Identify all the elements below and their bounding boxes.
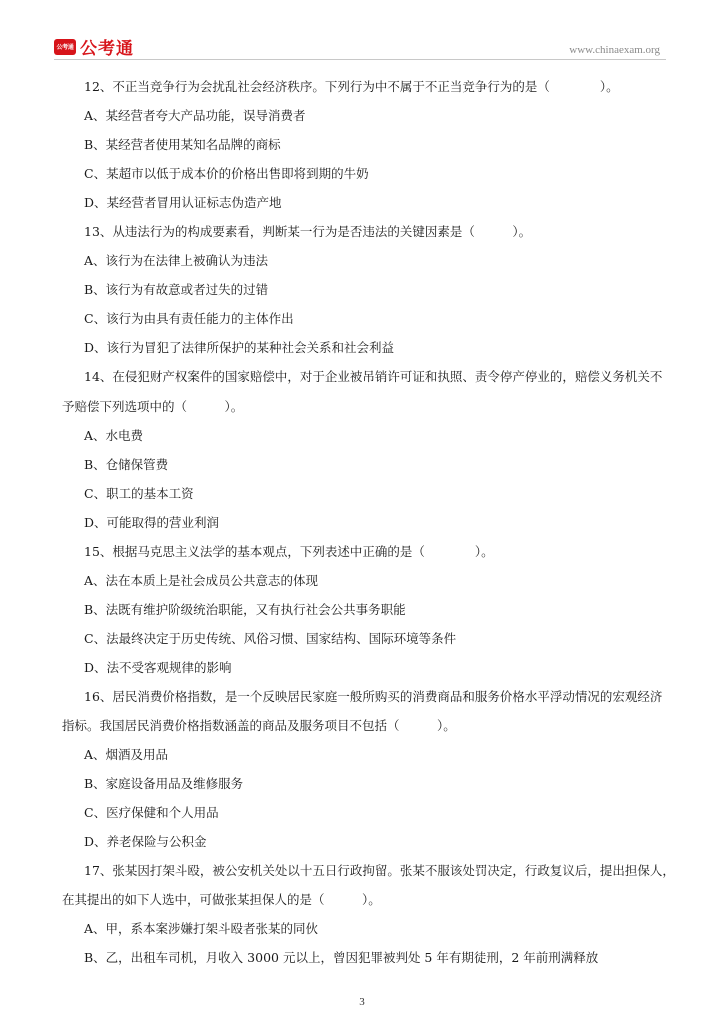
question-12-option-b: B、某经营者使用某知名品牌的商标 [84,137,281,153]
question-16-option-b: B、家庭设备用品及维修服务 [84,776,244,792]
question-13-option-a: A、该行为在法律上被确认为违法 [84,253,269,269]
logo-badge: 公考通 [54,39,76,55]
question-16-stem: 16、居民消费价格指数，是一个反映居民家庭一般所购买的消费商品和服务价格水平浮动情况的宏观经济 [84,688,663,704]
question-15-option-c: C、法最终决定于历史传统、风俗习惯、国家结构、国际环境等条件 [84,630,457,646]
logo [54,34,134,59]
logo-text: 公考通 [80,39,134,59]
question-13-option-d: D、该行为冒犯了法律所保护的某种社会关系和社会利益 [84,340,395,356]
question-14-option-b: B、仓储保管费 [84,456,169,472]
question-15-stem: 15、根据马克思主义法学的基本观点，下列表述中正确的是（ ）。 [84,543,494,559]
question-12-stem: 12、不正当竞争行为会扰乱社会经济秩序。下列行为中不属于不正当竞争行为的是（ ）。 [84,79,619,94]
question-15-option-d: D、法不受客观规律的影响 [84,659,232,675]
question-14-option-d: D、可能取得的营业利润 [84,514,220,530]
question-16-stem-continued: 指标。我国居民消费价格指数涵盖的商品及服务项目不包括（ ）。 [62,718,456,734]
question-15-option-a: A、法在本质上是社会成员公共意志的体现 [84,572,319,588]
question-14-option-c: C、职工的基本工资 [84,485,194,501]
page-header [54,34,666,62]
question-14-stem-continued: 予赔偿下列选项中的（ ）。 [62,398,244,414]
question-17-option-a: A、甲，系本案涉嫌打架斗殴者张某的同伙 [84,921,319,937]
question-12-option-a: A、某经营者夸大产品功能，误导消费者 [84,108,306,124]
question-16-option-c: C、医疗保健和个人用品 [84,805,219,821]
question-17-option-b: B、乙，出租车司机，月收入 3000 元以上，曾因犯罪被判处 5 年有期徒刑，2 年前刑满释放 [84,950,599,966]
question-17-stem-continued: 在其提出的如下人选中，可做张某担保人的是（ ）。 [62,892,381,908]
question-13-option-b: B、该行为有故意或者过失的过错 [84,282,269,298]
question-16-option-d: D、养老保险与公积金 [84,834,207,850]
question-12-option-d: D、某经营者冒用认证标志伪造产地 [84,195,282,211]
header-divider [54,59,666,60]
question-12-option-c: C、某超市以低于成本价的价格出售即将到期的牛奶 [84,166,369,182]
question-16-option-a: A、烟酒及用品 [84,747,169,763]
question-13-option-c: C、该行为由具有责任能力的主体作出 [84,311,294,327]
site-url: www.chinaexam.org [569,44,660,56]
question-13-stem: 13、从违法行为的构成要素看，判断某一行为是否违法的关键因素是（ ）。 [84,224,532,240]
page-number: 3 [359,996,365,1008]
page-content [62,72,676,972]
question-15-option-b: B、法既有维护阶级统治职能，又有执行社会公共事务职能 [84,601,406,617]
question-14-option-a: A、水电费 [84,427,144,443]
question-14-stem: 14、在侵犯财产权案件的国家赔偿中，对于企业被吊销许可证和执照、责令停产停业的，赔偿义务机关不 [84,369,663,385]
question-17-stem: 17、张某因打架斗殴，被公安机关处以十五日行政拘留。张某不服该处罚决定，行政复议后，提出担保人， [84,863,675,879]
